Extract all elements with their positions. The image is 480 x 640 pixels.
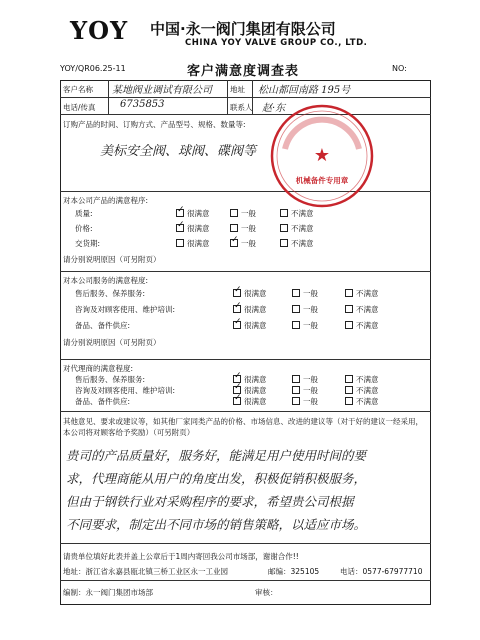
address-value: 松山都回南路 195号 xyxy=(258,85,351,96)
customer-label: 客户名称 xyxy=(63,85,93,94)
handwritten-line: 不同要求，制定出不同市场的销售策略，以适应市场。 xyxy=(66,517,367,532)
option-label: 不满意 xyxy=(291,239,314,248)
checkbox[interactable] xyxy=(176,239,184,247)
rating-option[interactable] xyxy=(230,223,256,234)
phone-value: 6735853 xyxy=(120,99,165,110)
footer-phone: 电话：0577-67977710 xyxy=(340,567,423,576)
checkbox[interactable] xyxy=(292,375,300,383)
option-label: 一般 xyxy=(303,397,318,406)
rating-option[interactable] xyxy=(345,396,379,407)
rating-option[interactable] xyxy=(345,304,379,315)
letterhead xyxy=(70,14,430,58)
rating-option[interactable] xyxy=(233,320,267,331)
checkbox[interactable] xyxy=(176,209,184,217)
option-label: 一般 xyxy=(303,321,318,330)
checkbox[interactable] xyxy=(345,305,353,313)
option-label: 不满意 xyxy=(356,386,379,395)
option-label: 很满意 xyxy=(244,321,267,330)
rating-item-label: 售后服务、保养服务: xyxy=(75,289,146,298)
rating-item-label: 质量: xyxy=(75,209,93,218)
rating-option[interactable] xyxy=(345,320,379,331)
svg-text:机械备件专用章: 机械备件专用章 xyxy=(295,176,349,185)
company-name-en: CHINA YOY VALVE GROUP CO., LTD. xyxy=(185,38,368,48)
form-number-label: NO: xyxy=(392,64,407,73)
rating-option[interactable] xyxy=(345,288,379,299)
option-label: 不满意 xyxy=(356,289,379,298)
option-label: 很满意 xyxy=(187,209,210,218)
checkbox[interactable] xyxy=(345,321,353,329)
checkbox[interactable] xyxy=(292,289,300,297)
rating-option[interactable] xyxy=(233,304,267,315)
option-label: 很满意 xyxy=(244,386,267,395)
checkbox[interactable] xyxy=(230,224,238,232)
rating-option[interactable] xyxy=(280,223,314,234)
checkbox[interactable] xyxy=(233,397,241,405)
option-label: 很满意 xyxy=(187,224,210,233)
rating-item-label: 咨询及对顾客使用、维护培训: xyxy=(75,305,176,314)
option-label: 一般 xyxy=(241,239,256,248)
rating-option[interactable] xyxy=(233,396,267,407)
option-label: 一般 xyxy=(303,375,318,384)
option-label: 不满意 xyxy=(356,321,379,330)
option-label: 不满意 xyxy=(356,305,379,314)
checkbox[interactable] xyxy=(233,305,241,313)
option-label: 很满意 xyxy=(244,397,267,406)
option-label: 不满意 xyxy=(356,375,379,384)
rating-option[interactable] xyxy=(292,385,318,396)
customer-value: 某地阀业调试有限公司 xyxy=(112,85,212,96)
section-title: 对代理商的满意程度: xyxy=(63,364,134,373)
rating-option[interactable] xyxy=(176,238,210,249)
checkbox[interactable] xyxy=(233,289,241,297)
rating-option[interactable] xyxy=(292,320,318,331)
option-label: 很满意 xyxy=(244,375,267,384)
checkbox[interactable] xyxy=(292,397,300,405)
rating-option[interactable] xyxy=(280,208,314,219)
company-name-cn: 中国·永一阀门集团有限公司 xyxy=(150,20,336,38)
reason-prompt: 请分别说明原因（可另附页） xyxy=(63,338,161,347)
company-logo: YOY xyxy=(70,16,129,45)
rating-option[interactable] xyxy=(280,238,314,249)
handwritten-line: 贵司的产品质量好，服务好，能满足用户使用时间的要 xyxy=(66,448,367,463)
checkbox[interactable] xyxy=(345,397,353,405)
reason-prompt: 请分别说明原因（可另附页） xyxy=(63,255,161,264)
rating-option[interactable] xyxy=(345,385,379,396)
contact-label: 联系人 xyxy=(230,103,253,112)
order-label: 订购产品的时间、订购方式、产品型号、规格、数量等: xyxy=(63,120,246,129)
option-label: 一般 xyxy=(303,305,318,314)
rating-item-label: 咨询及对顾客使用、维护培训: xyxy=(75,386,176,395)
rating-item-label: 交货期: xyxy=(75,239,101,248)
rating-item-label: 备品、备件供应: xyxy=(75,321,131,330)
rating-item-label: 价格: xyxy=(75,224,93,233)
checkbox[interactable] xyxy=(345,375,353,383)
handwritten-line: 求，代理商能从用户的角度出发，积极促销积极服务， xyxy=(66,471,367,486)
rating-option[interactable] xyxy=(292,396,318,407)
rating-option[interactable] xyxy=(292,304,318,315)
option-label: 很满意 xyxy=(244,289,267,298)
rating-option[interactable] xyxy=(233,288,267,299)
option-label: 一般 xyxy=(303,289,318,298)
handwritten-line: 但由于钢铁行业对采购程序的要求，希望贵公司根据 xyxy=(66,494,354,509)
checkbox[interactable] xyxy=(292,321,300,329)
rating-item-label: 售后服务、保养服务: xyxy=(75,375,146,384)
option-label: 一般 xyxy=(241,224,256,233)
rating-option[interactable] xyxy=(230,208,256,219)
option-label: 不满意 xyxy=(291,209,314,218)
rating-option[interactable] xyxy=(292,374,318,385)
rating-option[interactable] xyxy=(176,208,210,219)
svg-text:★: ★ xyxy=(313,145,331,166)
option-label: 不满意 xyxy=(356,397,379,406)
checkbox[interactable] xyxy=(292,386,300,394)
option-label: 很满意 xyxy=(187,239,210,248)
checkbox[interactable] xyxy=(230,209,238,217)
rating-option[interactable] xyxy=(176,223,210,234)
section-title: 对本公司产品的满意程序: xyxy=(63,196,149,205)
footer-postcode: 邮编：325105 xyxy=(268,567,320,576)
checkbox[interactable] xyxy=(176,224,184,232)
section-title: 对本公司服务的满意程度: xyxy=(63,276,149,285)
contact-value: 赵·东 xyxy=(262,103,286,114)
rating-option[interactable] xyxy=(230,238,256,249)
footer-maker: 编制：永一阀门集团市场部 xyxy=(63,588,153,597)
checkbox[interactable] xyxy=(280,239,288,247)
order-value: 美标安全阀、球阀、碟阀等 xyxy=(100,144,257,159)
return-instruction: 请贵单位填好此表并盖上公章后于1周内寄回我公司市场部，谢谢合作!! xyxy=(63,552,299,561)
address-label: 地址 xyxy=(230,85,245,94)
option-label: 一般 xyxy=(303,386,318,395)
option-label: 不满意 xyxy=(291,224,314,233)
rating-option[interactable] xyxy=(345,374,379,385)
checkbox[interactable] xyxy=(345,289,353,297)
checkbox[interactable] xyxy=(280,209,288,217)
option-label: 很满意 xyxy=(244,305,267,314)
phone-label: 电话/传真 xyxy=(63,103,96,112)
rating-option[interactable] xyxy=(292,288,318,299)
checkbox[interactable] xyxy=(230,239,238,247)
option-label: 一般 xyxy=(241,209,256,218)
footer-reviewer: 审核： xyxy=(255,588,278,597)
suggestions-label: 其他意见、要求或建议等，如其他厂家同类产品的价格、市场信息、改进的建议等（对于好的建议一经采用，本公司将对顾客给予奖励）（可另附页） xyxy=(63,417,423,437)
footer-address: 地址：浙江省永嘉县瓯北镇三桥工业区永一工业园 xyxy=(63,567,228,576)
form-title: 客户满意度调查表 xyxy=(187,64,300,79)
rating-item-label: 备品、备件供应: xyxy=(75,397,131,406)
checkbox[interactable] xyxy=(233,321,241,329)
checkbox[interactable] xyxy=(280,224,288,232)
checkbox[interactable] xyxy=(292,305,300,313)
checkbox[interactable] xyxy=(345,386,353,394)
form-code: YOY/QR06.25-11 xyxy=(60,64,126,73)
